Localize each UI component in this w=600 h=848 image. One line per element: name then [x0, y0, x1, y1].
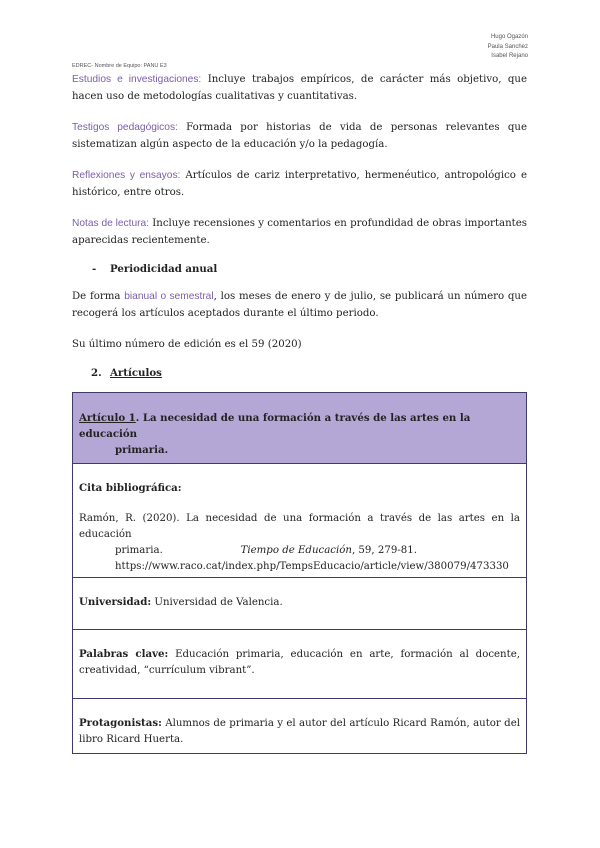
author-name: Isabel Rejano [491, 53, 528, 59]
heading-text: Periodicidad anual [110, 263, 218, 275]
keywords-label: Palabras clave: [79, 648, 169, 660]
citation-line [79, 543, 520, 559]
protagonists-value: Alumnos de primaria y el autor del artículo Ricard Ramón, autor del libro Ricard Huerta. [79, 718, 520, 745]
citation-url: https://www.raco.cat/index.php/TempsEducacio/article/view/380079/473330 [115, 561, 509, 572]
university-value: Universidad de Valencia. [151, 597, 283, 608]
article-title: . La necesidad de una formación a través de las artes en la educación [79, 412, 471, 440]
header-authors [488, 33, 528, 62]
protagonists-label: Protagonistas: [79, 717, 162, 729]
citation-line: Ramón, R. (2020). La necesidad de una formación a través de las artes en la educación [79, 513, 520, 540]
section-heading [91, 367, 527, 379]
protagonists-row [73, 698, 526, 753]
article-label: Artículo 1 [79, 412, 136, 424]
paragraph-label: Reflexiones y ensayos: [72, 170, 181, 181]
paragraph-text: Incluye recensiones y comentarios en profundidad de obras importantes aparecidas recientemente. [72, 218, 527, 246]
section-number: 2. [91, 367, 102, 379]
paragraph-text: Artículos de cariz interpretativo, hermenéutico, antropológico e histórico, entre otros. [72, 170, 527, 198]
keywords-row [73, 629, 526, 698]
journal-name: Tiempo de Educación [240, 545, 352, 556]
author-name: Hugo Ogazón [490, 34, 528, 40]
university-label: Universidad: [79, 596, 152, 608]
keywords-value: Educación primaria, educación en arte, formación al docente, creatividad, “currículum vibrant”. [79, 649, 520, 676]
paragraph-text: Formada por historias de vida de personas relevantes que sistematizan algún aspecto de la educación y/o la pedagogía. [72, 122, 527, 150]
paragraph-label: Testigos pedagógicos: [72, 122, 178, 133]
paragraph-text: Incluye trabajos empíricos, de carácter más objetivo, que hacen uso de metodologías cualitativas y cuantitativas. [72, 74, 527, 102]
article-table [72, 392, 527, 754]
highlight-text: bianual o semestral [124, 291, 214, 302]
document-body [72, 71, 527, 754]
text: primaria. [115, 545, 163, 556]
paragraph-label: Notas de lectura: [72, 218, 150, 229]
text: De forma [72, 291, 125, 302]
paragraph-label: Estudios e investigaciones: [72, 74, 202, 85]
paragraph-testigos [72, 119, 527, 153]
section-title: Artículos [110, 367, 162, 379]
paragraph-reflexiones [72, 167, 527, 201]
periodicidad-heading [92, 263, 527, 275]
paragraph-last-issue: Su último número de edición es el 59 (2020) [72, 339, 302, 350]
citation-row [73, 463, 526, 577]
article-title-cont: primaria. [115, 444, 169, 456]
text: , 59, 279-81. [351, 545, 417, 556]
bullet-dash: - [92, 263, 97, 275]
citation-reference [79, 511, 520, 575]
paragraph-notas [72, 215, 527, 249]
university-row [73, 577, 526, 629]
author-name: Paula Sanchez [487, 43, 528, 50]
article-title-row [73, 393, 526, 463]
text: , los meses de enero y de julio, se publicará un número que recogerá los artículos aceptados durante el último periodo. [72, 291, 527, 319]
citation-heading: Cita bibliográfica: [79, 482, 182, 494]
paragraph-periodicidad [72, 288, 527, 322]
header-group: EDREC- Nombre de Equipo: PANU E3 [72, 63, 167, 69]
paragraph-estudios [72, 71, 527, 105]
